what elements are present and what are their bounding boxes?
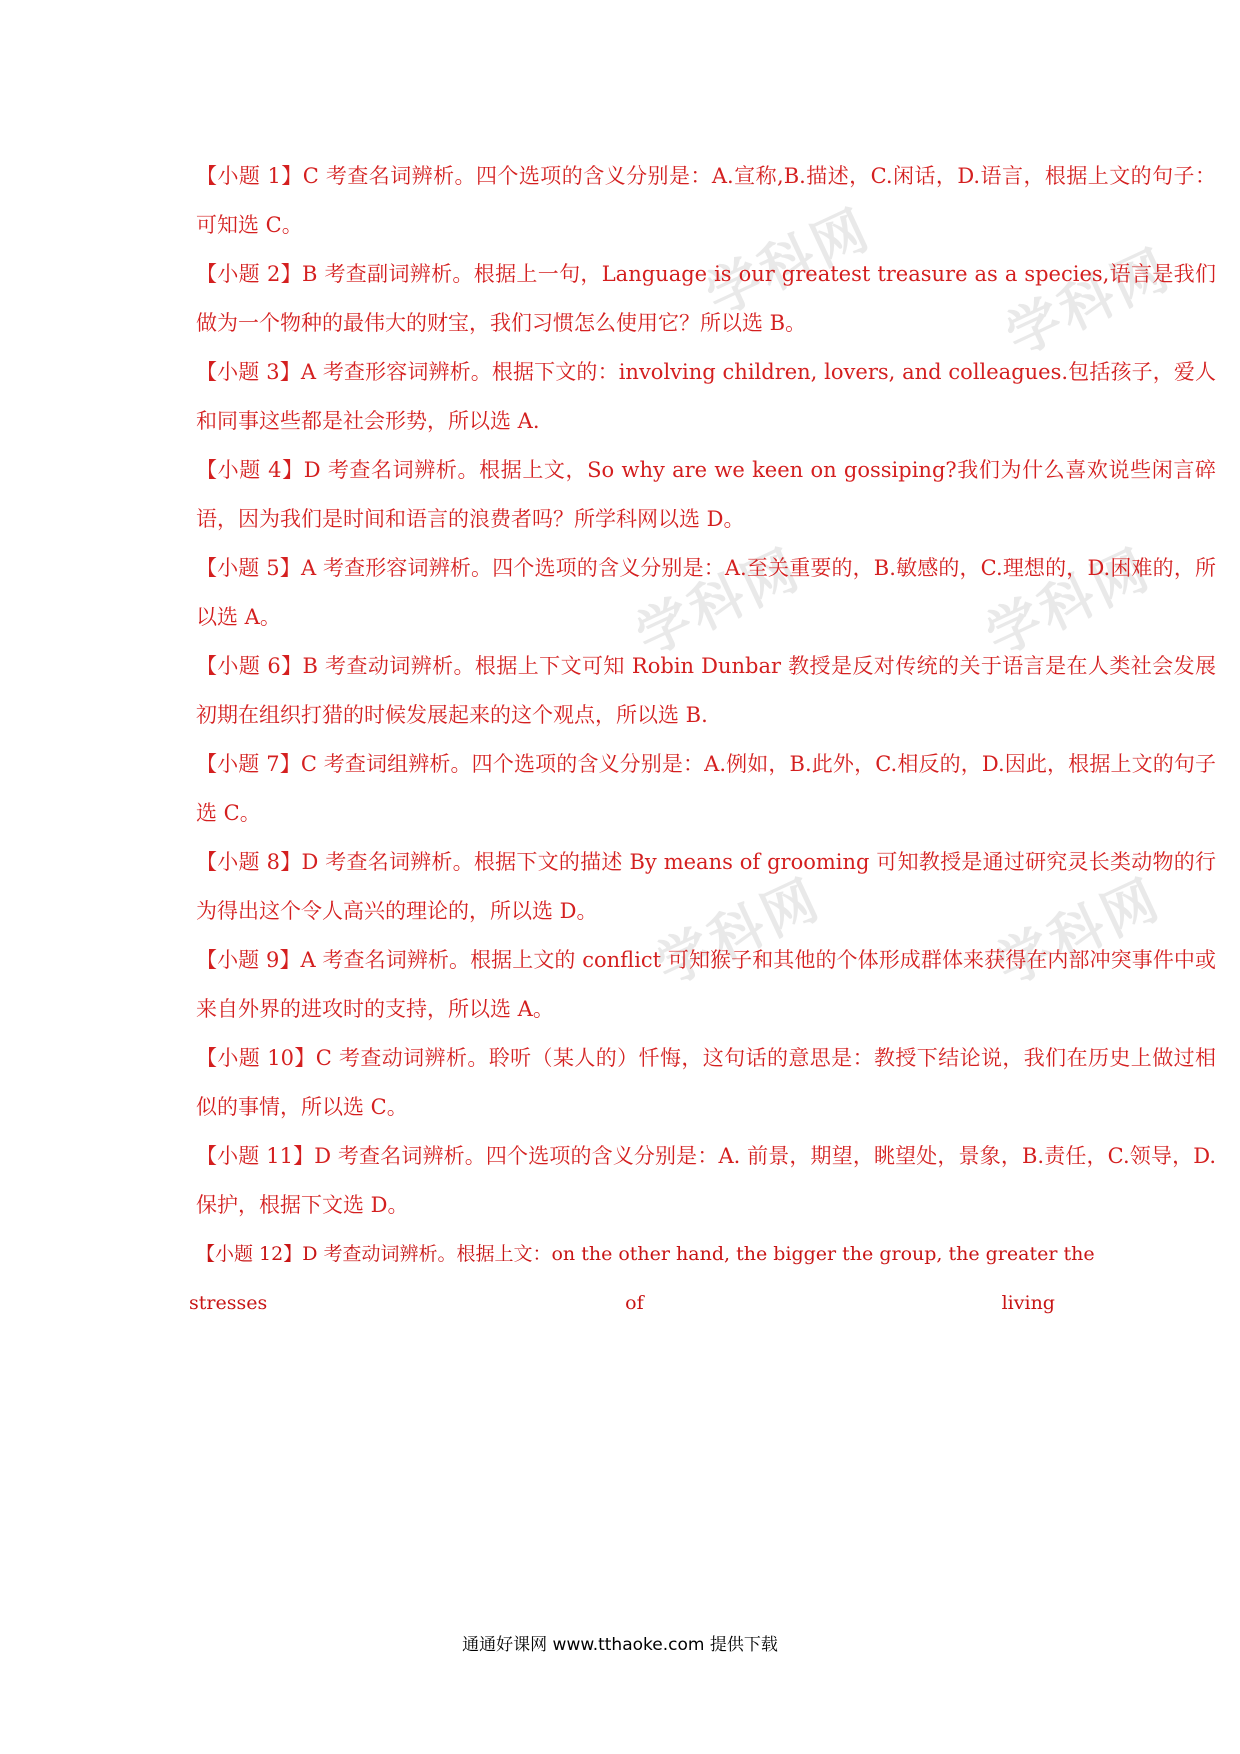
continuation-word: stresses [189,1292,268,1314]
watermark: 学科网 [626,536,811,668]
watermark: 学科网 [986,866,1171,998]
answer-item-12-continuation [189,1279,1055,1328]
answer-item-6: 【小题 6】B 考查动词辨析。根据上下文可知 Robin Dunbar 教授是反对传统的关于语言是在人类社会发展初期在组织打猎的时候发展起来的这个观点，所以选 B. [196,654,1216,727]
continuation-word: living [1001,1292,1055,1314]
answer-item-9: 【小题 9】A 考查名词辨析。根据上文的 conflict 可知猴子和其他的个体形成群体来获得在内部冲突事件中或来自外界的进攻时的支持，所以选 A。 [196,948,1216,1021]
watermark: 学科网 [696,196,881,328]
answer-item-7: 【小题 7】C 考查词组辨析。四个选项的含义分别是：A.例如，B.此外，C.相反的，D.因此，根据上文的句子选 C。 [196,752,1216,825]
answer-item-10: 【小题 10】C 考查动词辨析。聆听（某人的）忏悔，这句话的意思是：教授下结论说，我们在历史上做过相似的事情，所以选 C。 [196,1046,1216,1119]
answer-explanations [189,152,1216,1328]
watermark: 学科网 [646,866,831,998]
continuation-word: of [625,1292,644,1314]
answer-item-12: 【小题 12】D 考查动词辨析。根据上文：on the other hand, the bigger the group, the greater the [196,1243,1095,1265]
watermark: 学科网 [976,536,1161,668]
answer-item-5: 【小题 5】A 考查形容词辨析。四个选项的含义分别是：A.至关重要的，B.敏感的，C.理想的，D.困难的，所以选 A。 [196,556,1216,629]
answer-item-2: 【小题 2】B 考查副词辨析。根据上一句，Language is our greatest treasure as a species,语言是我们做为一个物种的最伟大的财宝，我们习惯怎么使用它？所以选 B。 [196,262,1216,335]
answer-item-11: 【小题 11】D 考查名词辨析。四个选项的含义分别是：A. 前景，期望，眺望处，景象，B.责任，C.领导，D.保护，根据下文选 D。 [196,1144,1216,1217]
answer-item-8: 【小题 8】D 考查名词辨析。根据下文的描述 By means of grooming 可知教授是通过研究灵长类动物的行为得出这个令人高兴的理论的，所以选 D。 [196,850,1216,923]
answer-item-3: 【小题 3】A 考查形容词辨析。根据下文的：involving children, lovers, and colleagues.包括孩子，爱人和同事这些都是社会形势，所以选 A. [196,360,1216,433]
answer-item-1: 【小题 1】C 考查名词辨析。四个选项的含义分别是：A.宣称,B.描述，C.闲话，D.语言，根据上文的句子：可知选 C。 [196,164,1216,237]
page-footer: 通通好课网 www.tthaoke.com 提供下载 [462,1635,778,1655]
watermark: 学科网 [996,236,1181,368]
answer-item-4: 【小题 4】D 考查名词辨析。根据上文，So why are we keen on gossiping?我们为什么喜欢说些闲言碎语，因为我们是时间和语言的浪费者吗？所学科网以选 D。 [196,458,1216,531]
